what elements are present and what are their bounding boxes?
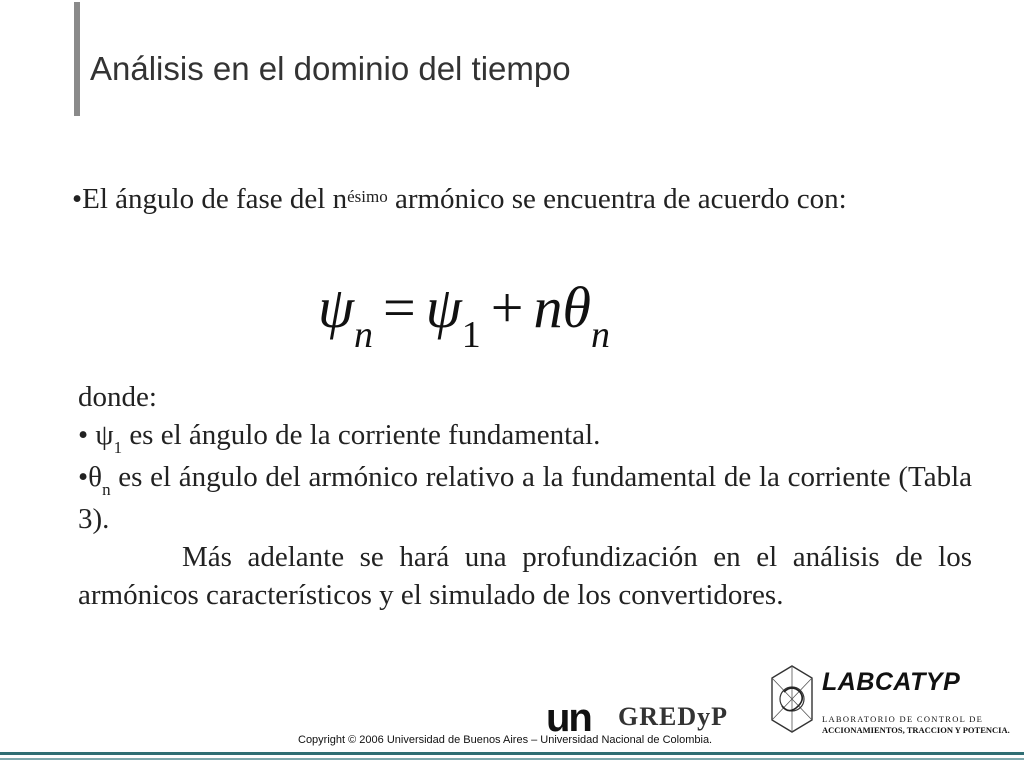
definition-psi1-text: es el ángulo de la corriente fundamental.: [122, 419, 601, 451]
psi-symbol: ψ: [95, 419, 114, 451]
bullet: •: [72, 183, 83, 215]
definitions-lead: donde:: [78, 381, 157, 413]
eq-n: n: [533, 275, 563, 340]
closing-paragraph: [78, 538, 972, 614]
eq-plus: +: [490, 275, 524, 340]
theta-subscript: n: [102, 480, 111, 499]
eq-psi1: ψ: [425, 275, 462, 340]
definition-psi1: [78, 416, 972, 458]
closing-text: Más adelante se hará una profundización en el análisis de los armónicos característicos y el simulado de los convertidores.: [78, 541, 972, 611]
psi-subscript: 1: [113, 438, 123, 457]
labcatyp-subtitle-line1: LABORATORIO DE CONTROL DE: [822, 714, 984, 724]
bullet: •: [78, 461, 89, 493]
labcatyp-name: LABCATYP: [822, 668, 961, 696]
eq-theta-sub: n: [591, 314, 610, 356]
un-logo: un: [546, 696, 591, 740]
title-accent-bar: [74, 2, 80, 116]
definition-thetan: [78, 458, 972, 538]
eq-lhs-psi: ψ: [318, 275, 355, 340]
gredyp-logo: GREDyP: [618, 702, 728, 731]
eq-equals: =: [383, 275, 416, 340]
eq-theta: θ: [562, 275, 591, 340]
footer-rule-dark: [0, 752, 1024, 755]
intro-paragraph: [72, 180, 972, 218]
labcatyp-emblem-icon: [766, 662, 818, 736]
footer-rule-light: [0, 758, 1024, 760]
bullet: •: [78, 419, 96, 451]
definitions-block: [78, 378, 972, 614]
intro-text-before: El ángulo de fase del n: [82, 183, 348, 215]
definition-thetan-text: es el ángulo del armónico relativo a la fundamental de la corriente (Tabla 3).: [78, 461, 972, 535]
labcatyp-subtitle-line2: ACCIONAMIENTOS, TRACCION Y POTENCIA.: [822, 725, 1010, 735]
eq-psi1-sub: 1: [461, 314, 481, 356]
eq-lhs-sub: n: [354, 314, 374, 356]
intro-superscript: ésimo: [347, 187, 388, 206]
copyright-notice: Copyright © 2006 Universidad de Buenos Aires – Universidad Nacional de Colombia.: [298, 734, 713, 746]
phase-angle-equation: [318, 268, 610, 356]
intro-text-after: armónico se encuentra de acuerdo con:: [387, 183, 847, 215]
slide-title: Análisis en el dominio del tiempo: [90, 50, 571, 87]
theta-symbol: θ: [88, 461, 103, 493]
